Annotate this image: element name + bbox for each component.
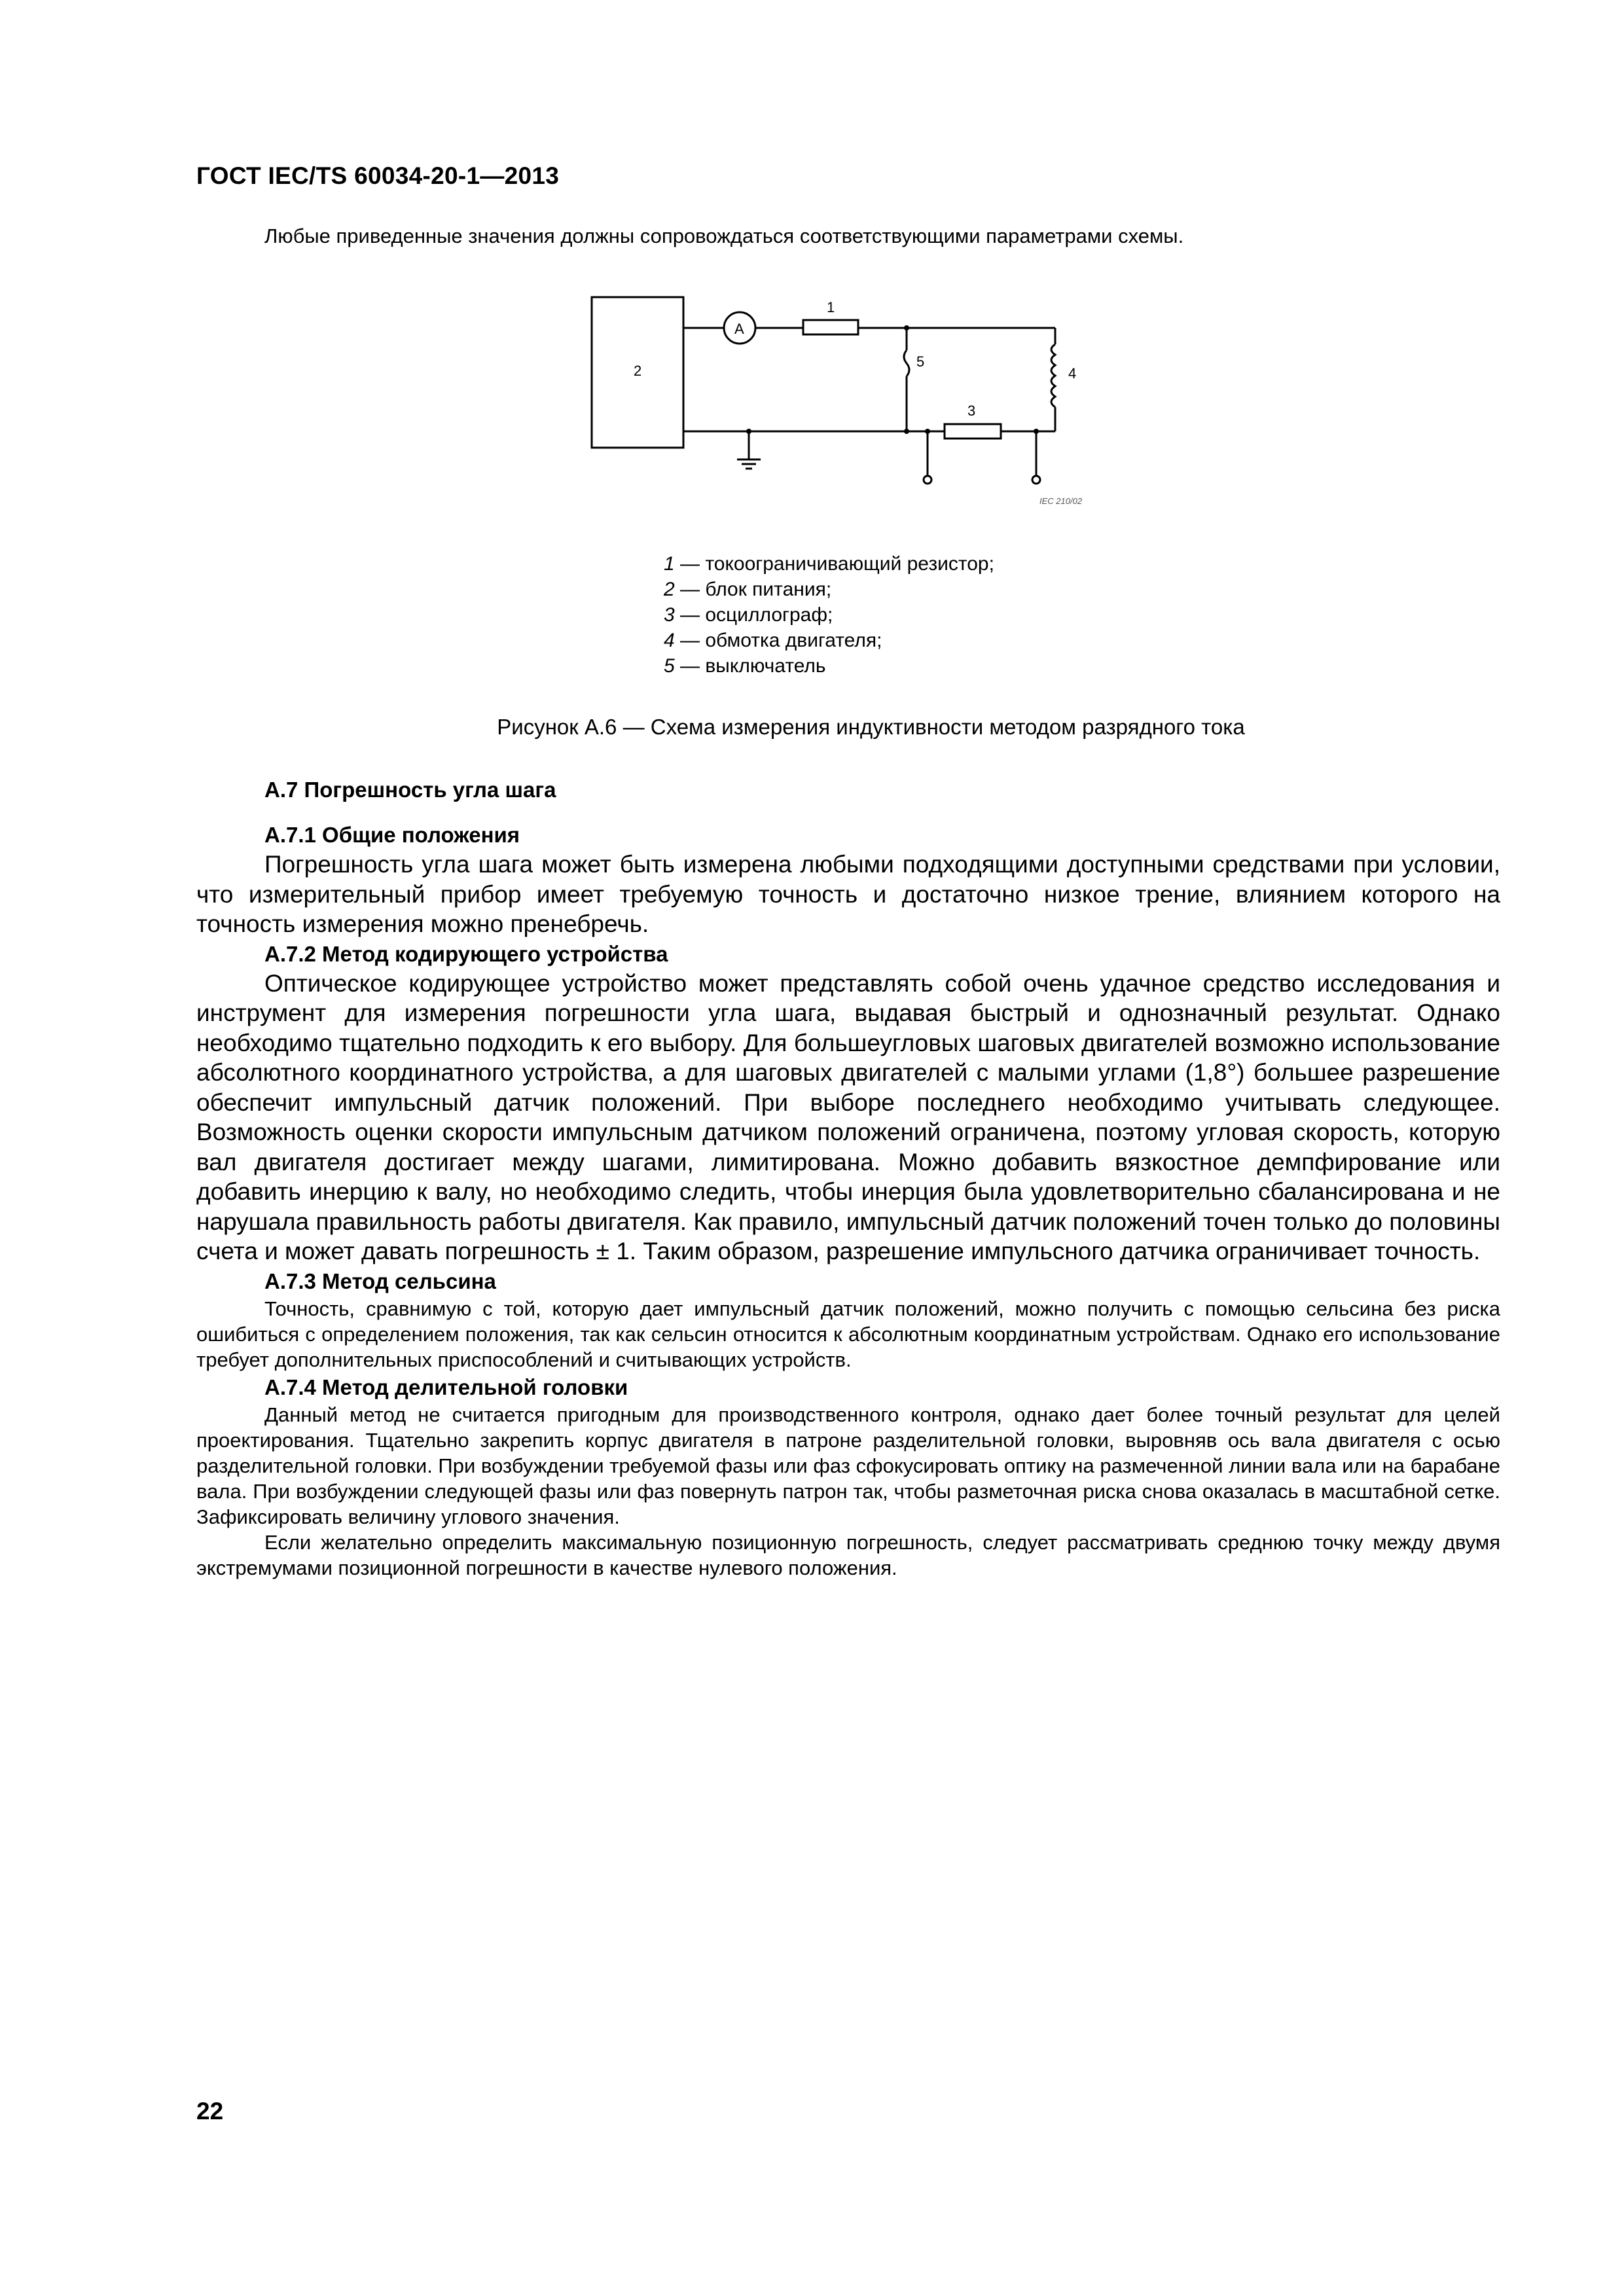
paragraph: Оптическое кодирующее устройство может представлять собой очень удачное средство исследования и инструмент для измерения погрешности угла шага, выдавая быстрый и однозначный результат. Однако необходимо тщательно подходить к его выбору. Для большеугловых шаговых двигателей возможно использование абсолютного координатного устройства, а для шаговых двигателей с малыми углами (1,8°) большее разрешение обеспечит импульсный датчик положений. При выборе последнего необходимо учитывать следующее. Возможность оценки скорости импульсным датчиком положений ограничена, поэтому угловая скорость, которую вал двигателя достигает между шагами, лимитирована. Можно добавить вязкостное демпфирование или добавить инерцию к валу, но необходимо следить, чтобы инерция была удовлетворительно сбалансирована и не нарушала правильность работы двигателя. Как правило, импульсный датчик положений точен только до половины счета и может давать погрешность ± 1. Таким образом, разрешение импульсного датчика ограничивает точность. (196, 969, 1500, 1265)
label-1: 1 (827, 299, 835, 315)
document-header: ГОСТ IEC/TS 60034-20-1—2013 (196, 162, 560, 189)
ammeter-label: A (734, 321, 744, 337)
junction-dot (904, 325, 909, 331)
motor-winding-4 (1051, 344, 1055, 407)
subsection-title: А.7.4 Метод делительной головки (264, 1374, 628, 1399)
label-4: 4 (1068, 365, 1077, 382)
label-2: 2 (634, 363, 642, 379)
resistor-3 (945, 424, 1001, 439)
junction-dot (746, 429, 751, 434)
iec-reference: IEC 210/02 (1039, 496, 1083, 506)
paragraph: Если желательно определить максимальную позиционную погрешность, следует рассматривать среднюю точку между двумя экстремумами позиционной погрешности в качестве нулевого положения. (196, 1530, 1500, 1579)
switch-5 (904, 350, 909, 431)
legend-item: 3 — осциллограф; (664, 604, 833, 626)
junction-dot (925, 429, 930, 434)
legend-item: 5 — выключатель (664, 655, 826, 677)
label-5: 5 (916, 353, 925, 370)
subsection-title: А.7.3 Метод сельсина (264, 1268, 496, 1293)
figure-caption: Рисунок А.6 — Схема измерения индуктивности методом разрядного тока (497, 715, 1245, 739)
intro-paragraph: Любые приведенные значения должны сопровождаться соответствующими параметрами схемы. (264, 224, 1184, 247)
resistor-1 (803, 320, 858, 334)
terminal-right (1032, 476, 1040, 484)
junction-dot (1034, 429, 1039, 434)
subsection-title: А.7.1 Общие положения (264, 823, 520, 847)
circuit-diagram (576, 281, 1165, 517)
legend-item: 1 — токоограничивающий резистор; (664, 553, 994, 575)
paragraph: Точность, сравнимую с той, которую дает импульсный датчик положений, можно получить с помощью сельсина без риска ошибиться с определением положения, так как сельсин относится к абсолютным координатным устройствам. Однако его использование требует дополнительных приспособлений и считывающих устройств. (196, 1297, 1500, 1371)
legend-item: 2 — блок питания; (664, 579, 832, 600)
terminal-left (924, 476, 931, 484)
legend-item: 4 — обмотка двигателя; (664, 630, 882, 651)
label-3: 3 (967, 403, 976, 419)
paragraph: Данный метод не считается пригодным для производственного контроля, однако дает более точный результат для целей проектирования. Тщательно закрепить корпус двигателя в патроне разделительной головки, выровняв ось вала двигателя с осью разделительной головки. При возбуждении требуемой фазы или фаз сфокусировать оптику на размеченной линии вала или на барабане вала. При возбуждении следующей фазы или фаз повернуть патрон так, чтобы разметочная риска снова оказалась в масштабной сетке. Зафиксировать величину углового значения. (196, 1403, 1500, 1528)
junction-dot (904, 429, 909, 434)
subsection-title: А.7.2 Метод кодирующего устройства (264, 941, 668, 966)
subsection-a71 (196, 820, 1500, 1581)
figure-legend (664, 551, 994, 679)
section-title: А.7 Погрешность угла шага (264, 778, 556, 802)
page-number: 22 (196, 2098, 224, 2125)
paragraph: Погрешность угла шага может быть измерена любыми подходящими доступными средствами при условии, что измерительный прибор имеет требуемую точность и достаточно низкое трение, влиянием которого на точность измерения можно пренебречь. (196, 851, 1500, 937)
